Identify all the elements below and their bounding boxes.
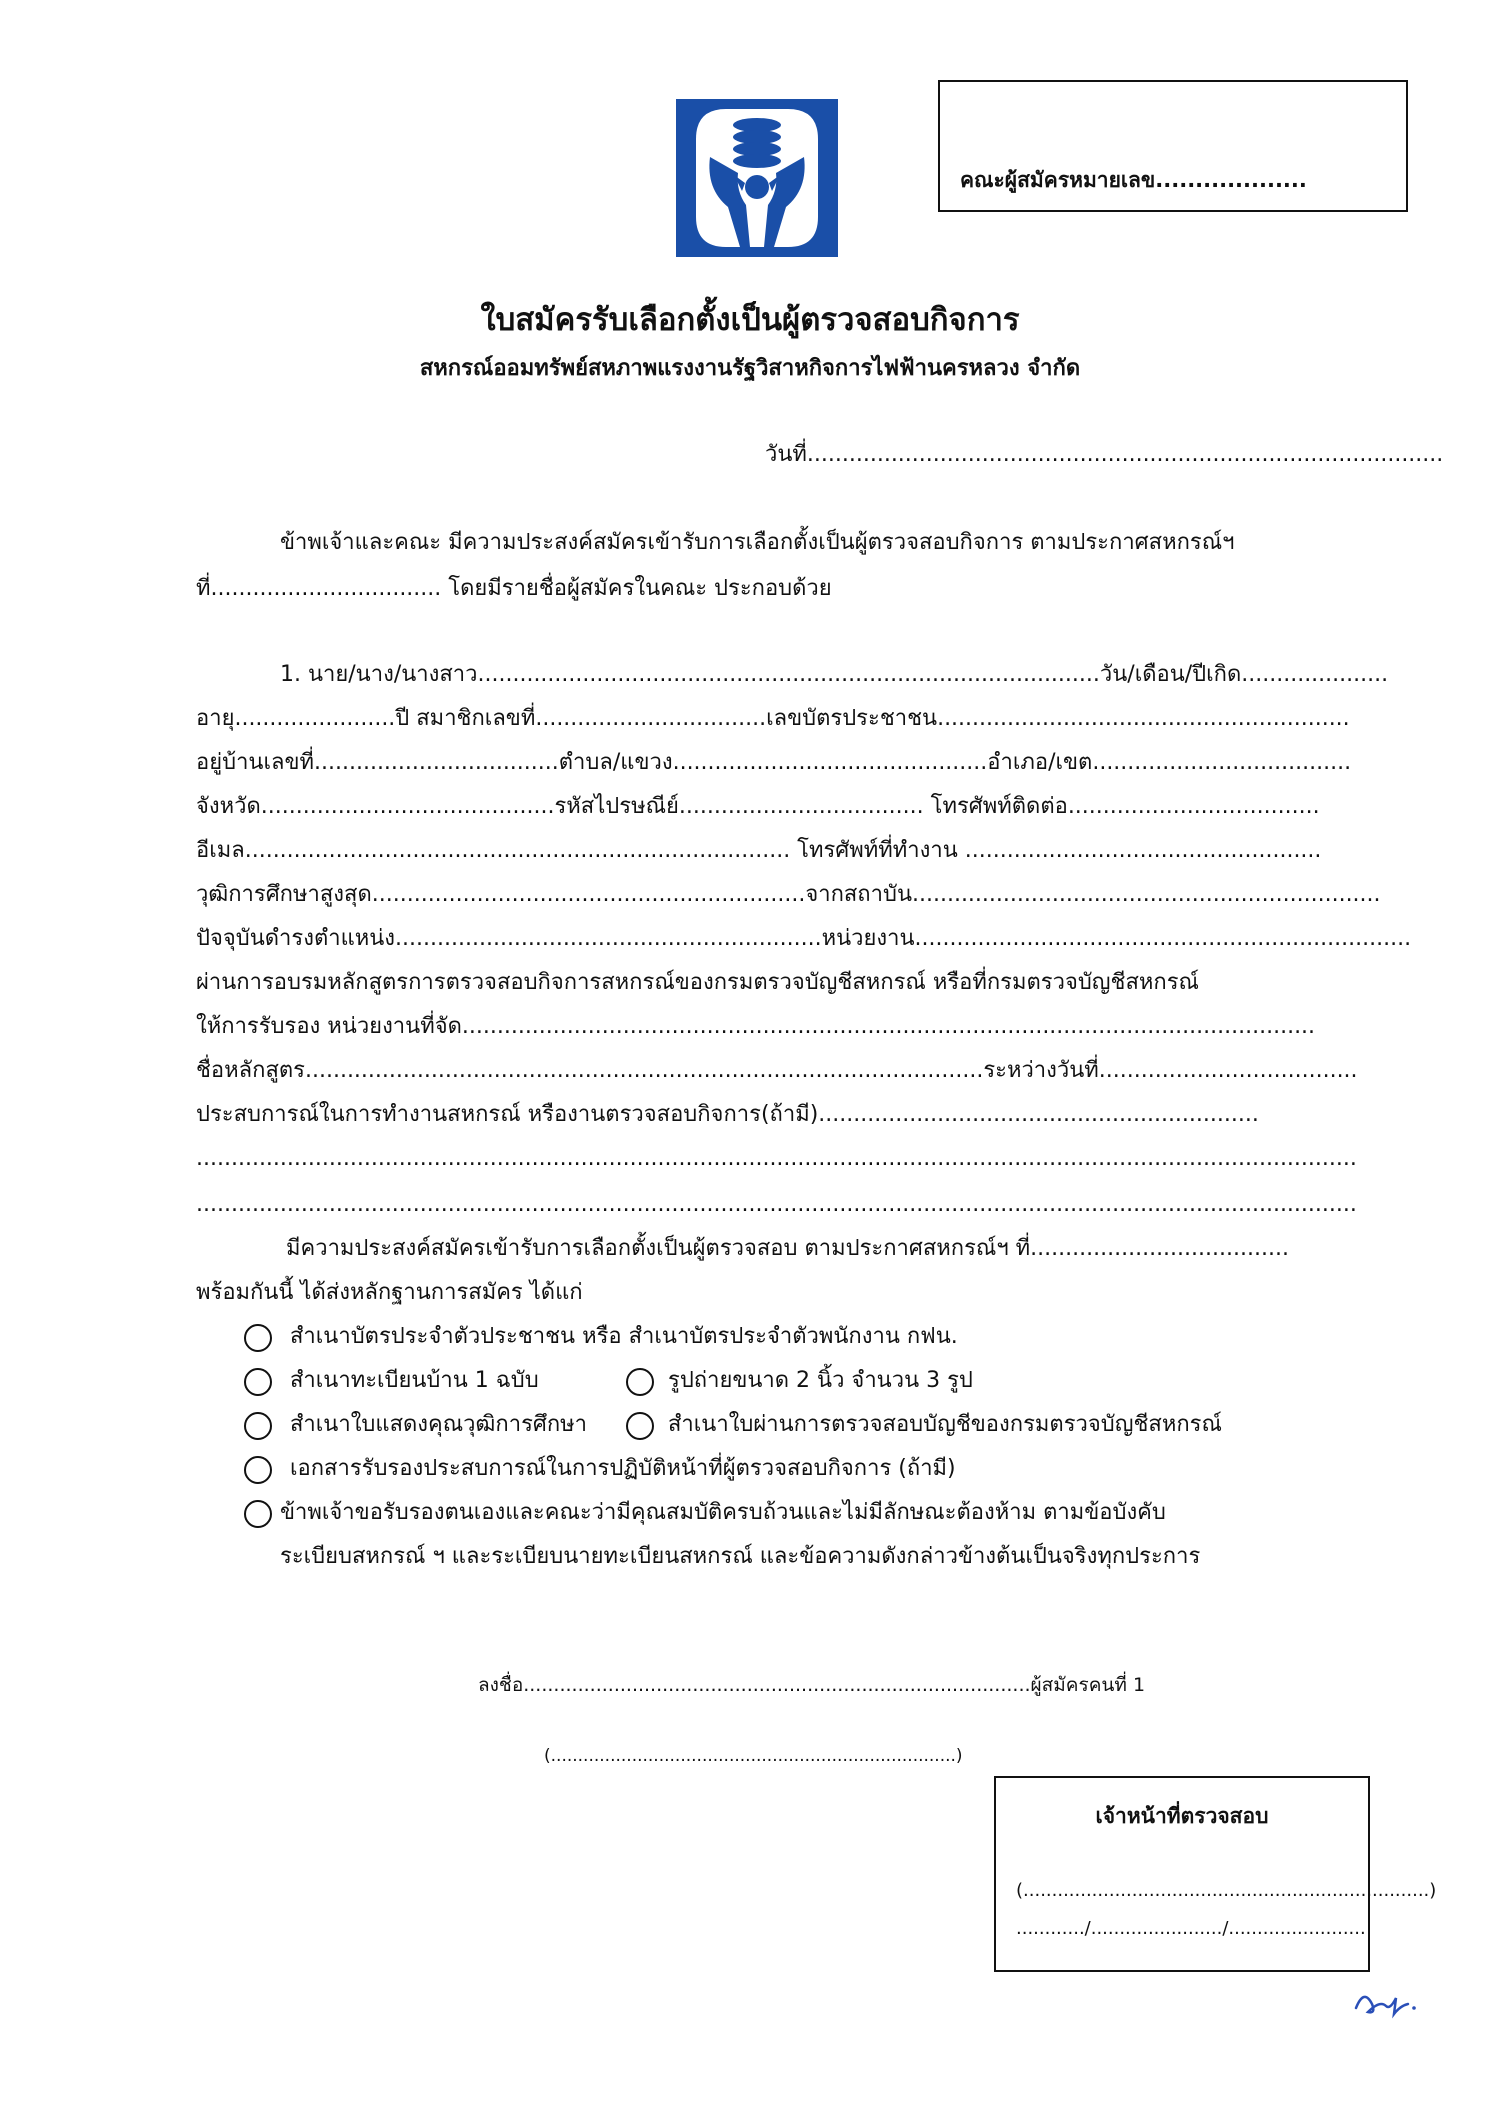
form-line-training-organizer[interactable]: ให้การรับรอง หน่วยงานที่จัด.......................................................................................................................... [196,1014,1316,1039]
form-line-experience[interactable]: ประสบการณ์ในการทำงานสหกรณ์ หรืองานตรวจสอบกิจการ(ถ้ามี)............................................................... [196,1102,1259,1127]
form-line-email[interactable]: อีเมล.............................................................................. โทรศัพท์ที่ทำงาน ................................................... [196,838,1322,863]
evidence-id-card-label: สำเนาบัตรประจำตัวประชาชน หรือ สำเนาบัตรประจำตัวพนักงาน กฟน. [290,1324,958,1349]
form-subtitle: สหกรณ์ออมทรัพย์สหภาพแรงงานรัฐวิสาหกิจการไฟฟ้านครหลวง จำกัด [419,356,1081,381]
applicant-signature-line[interactable]: ลงชื่อ....................................................................................ผู้สมัครคนที่ 1 [478,1674,1146,1696]
evidence-checkbox-experience-document[interactable] [244,1456,272,1484]
cooperative-logo [676,99,838,257]
intro-line-2[interactable]: ที่................................. โดยมีรายชื่อผู้สมัครในคณะ ประกอบด้วย [196,576,832,601]
form-line-province-phone[interactable]: จังหวัด..........................................รหัสไปรษณีย์................................... โทรศัพท์ติดต่อ.................................... [196,794,1320,819]
officer-box-title: เจ้าหน้าที่ตรวจสอบ [1095,1804,1269,1828]
form-line-course-name[interactable]: ชื่อหลักสูตร.................................................................................................ระหว่างวันที่..................................... [196,1058,1358,1083]
intro-line-1: ข้าพเจ้าและคณะ มีความประสงค์สมัครเข้ารับการเลือกตั้งเป็นผู้ตรวจสอบกิจการ ตามประกาศสหกรณ์ฯ [280,530,1235,555]
date-field[interactable]: วันที่........................................................................................... [765,442,1444,467]
form-line-blank-1[interactable]: ...................................................................................................................................................................... [196,1146,1357,1171]
evidence-experience-document-label: เอกสารรับรองประสบการณ์ในการปฏิบัติหน้าที่ผู้ตรวจสอบกิจการ (ถ้ามี) [290,1456,956,1481]
evidence-checkbox-education-certificate[interactable] [244,1412,272,1440]
evidence-checkbox-photo[interactable] [626,1368,654,1396]
self-certification-checkbox[interactable] [244,1500,272,1528]
intent-line-2: พร้อมกันนี้ ได้ส่งหลักฐานการสมัคร ได้แก่ [196,1280,583,1305]
applicant-team-number-label: คณะผู้สมัครหมายเลข................... [960,168,1307,192]
evidence-house-registration-label: สำเนาทะเบียนบ้าน 1 ฉบับ [290,1368,539,1393]
form-line-age-member-id[interactable]: อายุ.......................ปี สมาชิกเลขที่.................................เลขบัตรประชาชน........................................................... [196,706,1350,731]
evidence-audit-training-certificate-label: สำเนาใบผ่านการตรวจสอบบัญชีของกรมตรวจบัญชีสหกรณ์ [668,1412,1222,1437]
intent-line-1[interactable]: มีความประสงค์สมัครเข้ารับการเลือกตั้งเป็นผู้ตรวจสอบ ตามประกาศสหกรณ์ฯ ที่..................................... [286,1236,1289,1261]
applicant-name-line[interactable]: (...........................................................................) [544,1746,963,1766]
self-certification-line-2: ระเบียบสหกรณ์ ฯ และระเบียบนายทะเบียนสหกรณ์ และข้อความดังกล่าวข้างต้นเป็นจริงทุกประการ [280,1544,1201,1569]
form-line-training: ผ่านการอบรมหลักสูตรการตรวจสอบกิจการสหกรณ์ของกรมตรวจบัญชีสหกรณ์ หรือที่กรมตรวจบัญชีสหกรณ์ [196,970,1199,995]
form-line-blank-2[interactable]: ...................................................................................................................................................................... [196,1192,1357,1217]
form-line-name-dob[interactable]: 1. นาย/นาง/นางสาว.........................................................................................วัน/เดือน/ปีเกิด..................... [280,662,1389,687]
officer-verification-box [994,1776,1437,1972]
evidence-photo-label: รูปถ่ายขนาด 2 นิ้ว จำนวน 3 รูป [668,1368,973,1393]
evidence-education-certificate-label: สำเนาใบแสดงคุณวุฒิการศึกษา [290,1412,588,1437]
officer-name-line[interactable]: (.......................................................................) [1016,1880,1437,1901]
form-line-education[interactable]: วุฒิการศึกษาสูงสุด..............................................................จากสถาบัน................................................................... [196,882,1381,907]
form-line-address[interactable]: อยู่บ้านเลขที่...................................ตำบล/แขวง.............................................อำเภอ/เขต..................................... [196,750,1352,775]
handwritten-initials [1350,1980,1430,2024]
form-title: ใบสมัครรับเลือกตั้งเป็นผู้ตรวจสอบกิจการ [480,302,1020,338]
self-certification-line-1: ข้าพเจ้าขอรับรองตนเองและคณะว่ามีคุณสมบัติครบถ้วนและไม่มีลักษณะต้องห้าม ตามข้อบังคับ [280,1500,1166,1525]
officer-date-line[interactable]: ............/......................./........................ [1016,1918,1366,1939]
form-line-position[interactable]: ปัจจุบันดำรงตำแหน่ง.............................................................หน่วยงาน....................................................................... [196,926,1412,951]
evidence-checkbox-audit-training-certificate[interactable] [626,1412,654,1440]
evidence-checkbox-id-card[interactable] [244,1324,272,1352]
applicant-team-number-box [938,80,1408,212]
evidence-checkbox-house-registration[interactable] [244,1368,272,1396]
